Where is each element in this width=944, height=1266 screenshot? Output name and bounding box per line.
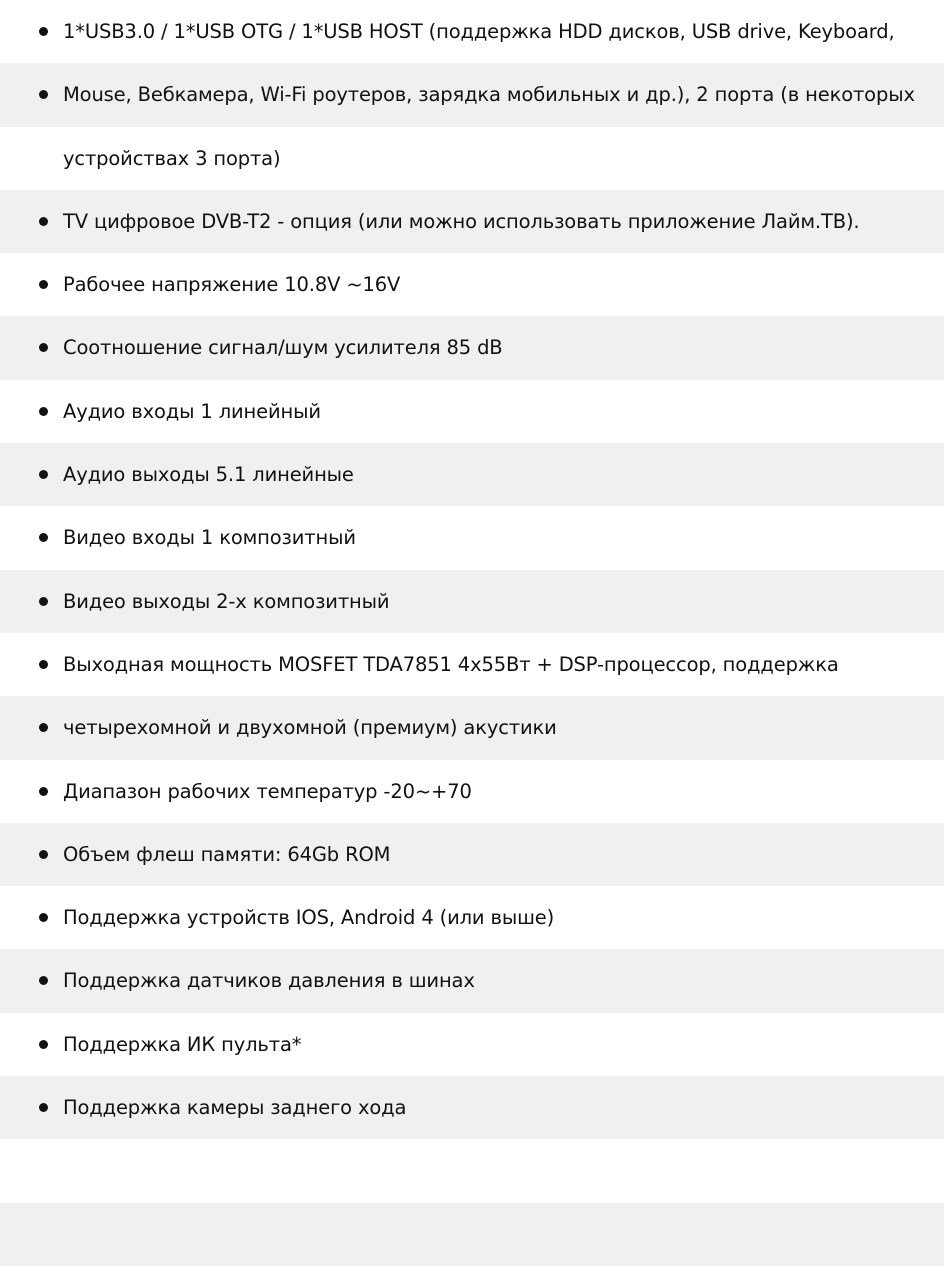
spec-text: устройствах 3 порта) <box>63 146 281 170</box>
spec-row <box>0 633 944 696</box>
spec-row <box>0 570 944 633</box>
spec-row <box>0 1013 944 1076</box>
spec-text: TV цифровое DVB-T2 - опция (или можно использовать приложение Лайм.ТВ). <box>63 209 860 233</box>
spec-row <box>0 0 944 63</box>
bullet-icon <box>39 1040 48 1049</box>
spec-text: Mouse, Вебкамера, Wi-Fi роутеров, зарядка мобильных и др.), 2 порта (в некоторых <box>63 83 915 107</box>
spec-text: Поддержка ИК пульта* <box>63 1032 302 1056</box>
spec-row <box>0 127 944 190</box>
spec-text: Выходная мощность MOSFET TDA7851 4x55Вт + DSP-процессор, поддержка <box>63 652 839 676</box>
bullet-icon <box>39 976 48 985</box>
bullet-icon <box>39 90 48 99</box>
spec-row-empty <box>0 1139 944 1202</box>
spec-text: Рабочее напряжение 10.8V ~16V <box>63 273 401 297</box>
spec-text: Поддержка устройств IOS, Android 4 (или выше) <box>63 906 555 930</box>
spec-row <box>0 696 944 759</box>
spec-row <box>0 63 944 126</box>
bullet-icon <box>39 217 48 226</box>
spec-text: Диапазон рабочих температур -20~+70 <box>63 779 472 803</box>
bullet-icon <box>39 470 48 479</box>
spec-row <box>0 760 944 823</box>
spec-text: Аудио выходы 5.1 линейные <box>63 463 354 487</box>
bullet-icon <box>39 660 48 669</box>
bullet-icon <box>39 343 48 352</box>
spec-row <box>0 253 944 316</box>
bullet-icon <box>39 280 48 289</box>
spec-text: 1*USB3.0 / 1*USB OTG / 1*USB HOST (поддержка HDD дисков, USB drive, Keyboard, <box>63 20 895 43</box>
spec-row <box>0 380 944 443</box>
spec-text: Объем флеш памяти: 64Gb ROM <box>63 842 391 866</box>
spec-row <box>0 443 944 506</box>
spec-row <box>0 949 944 1012</box>
bullet-icon <box>39 913 48 922</box>
spec-row <box>0 886 944 949</box>
bullet-icon <box>39 533 48 542</box>
spec-row <box>0 506 944 569</box>
bullet-icon <box>39 723 48 732</box>
bullet-icon <box>39 27 48 36</box>
bullet-icon <box>39 407 48 416</box>
spec-row <box>0 823 944 886</box>
spec-text: Видео выходы 2-х композитный <box>63 589 390 613</box>
spec-row <box>0 1076 944 1139</box>
spec-text: Поддержка камеры заднего хода <box>63 1096 407 1120</box>
spec-text: Аудио входы 1 линейный <box>63 399 321 423</box>
spec-row <box>0 190 944 253</box>
bullet-icon <box>39 850 48 859</box>
spec-text: Соотношение сигнал/шум усилителя 85 dB <box>63 336 503 360</box>
bullet-icon <box>39 787 48 796</box>
spec-row <box>0 316 944 379</box>
bullet-icon <box>39 1103 48 1112</box>
spec-text: Видео входы 1 композитный <box>63 526 356 550</box>
spec-row-empty <box>0 1203 944 1266</box>
spec-text: четырехомной и двухомной (премиум) акустики <box>63 716 557 740</box>
spec-text: Поддержка датчиков давления в шинах <box>63 969 475 993</box>
bullet-icon <box>39 597 48 606</box>
